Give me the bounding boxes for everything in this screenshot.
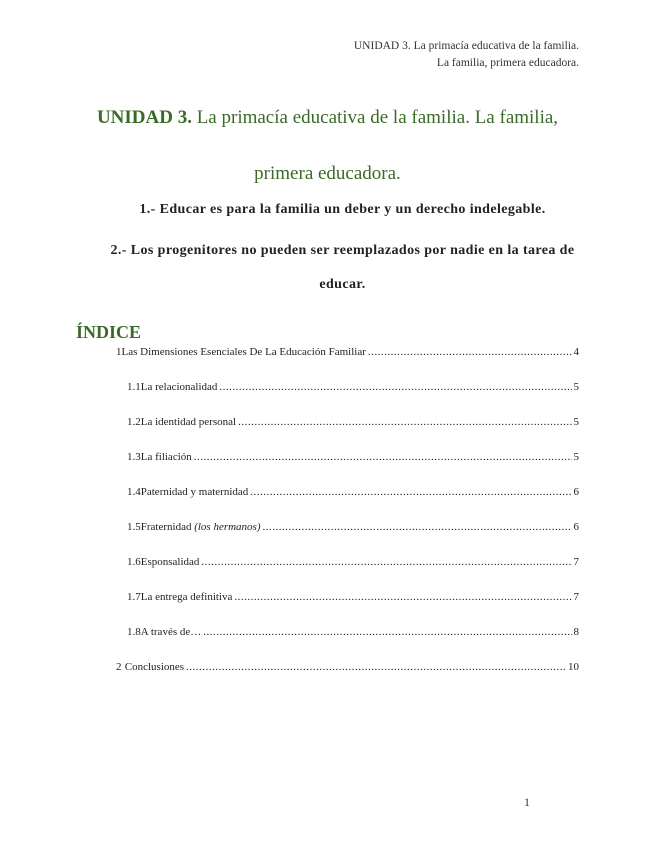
title-line-1 xyxy=(60,90,595,146)
toc-entry[interactable] xyxy=(127,556,579,568)
title-unit: UNIDAD 3. xyxy=(96,107,192,128)
toc-entry-label: Paternidad y maternidad xyxy=(140,486,249,498)
toc-entry-page: 5 xyxy=(573,416,579,428)
toc-entry-label: La entrega definitiva xyxy=(140,591,233,603)
toc-entry-number: 1.3 xyxy=(127,451,141,463)
toc-entry-number: 2 xyxy=(116,661,122,673)
toc-entry[interactable] xyxy=(127,626,579,638)
header-line-1: UNIDAD 3. La primacía educativa de la familia. xyxy=(353,40,579,52)
toc-entry[interactable] xyxy=(127,451,579,463)
toc-entry-label xyxy=(141,521,261,533)
toc-leader-dots xyxy=(219,381,571,393)
toc-leader-dots xyxy=(186,661,566,673)
subtitle-2: 2.- Los progenitores no pueden ser reemplazados por nadie en la tarea de educar. xyxy=(110,243,575,292)
toc-entry[interactable] xyxy=(116,661,579,673)
toc-entry-label-text: Fraternidad xyxy=(140,521,192,533)
toc-entry-number: 1.1 xyxy=(127,381,141,393)
toc-leader-dots xyxy=(238,416,571,428)
toc-entry-label: Esponsalidad xyxy=(140,556,200,568)
toc-entry-label: A través de… xyxy=(140,626,202,638)
toc-entry-page: 5 xyxy=(573,381,579,393)
toc-entry-page: 8 xyxy=(573,626,579,638)
page-number: 1 xyxy=(524,795,530,809)
toc-entry-page: 7 xyxy=(573,556,579,568)
toc-entry[interactable] xyxy=(116,346,579,358)
toc-entry-number: 1.6 xyxy=(127,556,141,568)
toc-entry-page: 6 xyxy=(573,486,579,498)
toc-leader-dots xyxy=(250,486,571,498)
toc-entry-number: 1.5 xyxy=(127,521,141,533)
toc-entry-page: 7 xyxy=(573,591,579,603)
toc-leader-dots xyxy=(203,626,571,638)
title-text: La primacía educativa de la familia. La familia, xyxy=(191,107,559,128)
toc-entry-number: 1.4 xyxy=(127,486,141,498)
toc-entry-number: 1 xyxy=(116,346,122,358)
header-line-2: La familia, primera educadora. xyxy=(436,57,579,69)
toc-entry[interactable] xyxy=(127,486,579,498)
toc-leader-dots xyxy=(234,591,571,603)
toc-entry-label: Las Dimensiones Esenciales De La Educación Familiar xyxy=(121,346,366,358)
toc-entry-page: 6 xyxy=(573,521,579,533)
subtitle-1: 1.- Educar es para la familia un deber y un derecho indelegable. xyxy=(139,202,546,217)
toc-leader-dots xyxy=(368,346,572,358)
toc-entry-number: 1.7 xyxy=(127,591,141,603)
toc-heading: ÍNDICE xyxy=(76,322,142,342)
toc-entry[interactable] xyxy=(127,521,579,533)
title-line-2: primera educadora. xyxy=(254,163,401,184)
toc-entry-label: La filiación xyxy=(140,451,192,463)
toc-entry-label: Conclusiones xyxy=(124,661,185,673)
toc-entry[interactable] xyxy=(127,591,579,603)
toc-entry[interactable] xyxy=(127,381,579,393)
toc-entry-label: La relacionalidad xyxy=(140,381,218,393)
toc-entry-page: 4 xyxy=(573,346,579,358)
toc-leader-dots xyxy=(201,556,571,568)
toc-entry-page: 10 xyxy=(568,661,579,673)
toc-entry-number: 1.2 xyxy=(127,416,141,428)
toc-entry[interactable] xyxy=(127,416,579,428)
toc-entry-page: 5 xyxy=(573,451,579,463)
document-title xyxy=(60,90,595,202)
toc-leader-dots xyxy=(263,521,572,533)
toc-entry-label: La identidad personal xyxy=(140,416,237,428)
toc-entry-label-italic: (los hermanos) xyxy=(194,521,261,533)
toc-entry-number: 1.8 xyxy=(127,626,141,638)
running-header xyxy=(354,38,579,72)
toc-leader-dots xyxy=(194,451,572,463)
